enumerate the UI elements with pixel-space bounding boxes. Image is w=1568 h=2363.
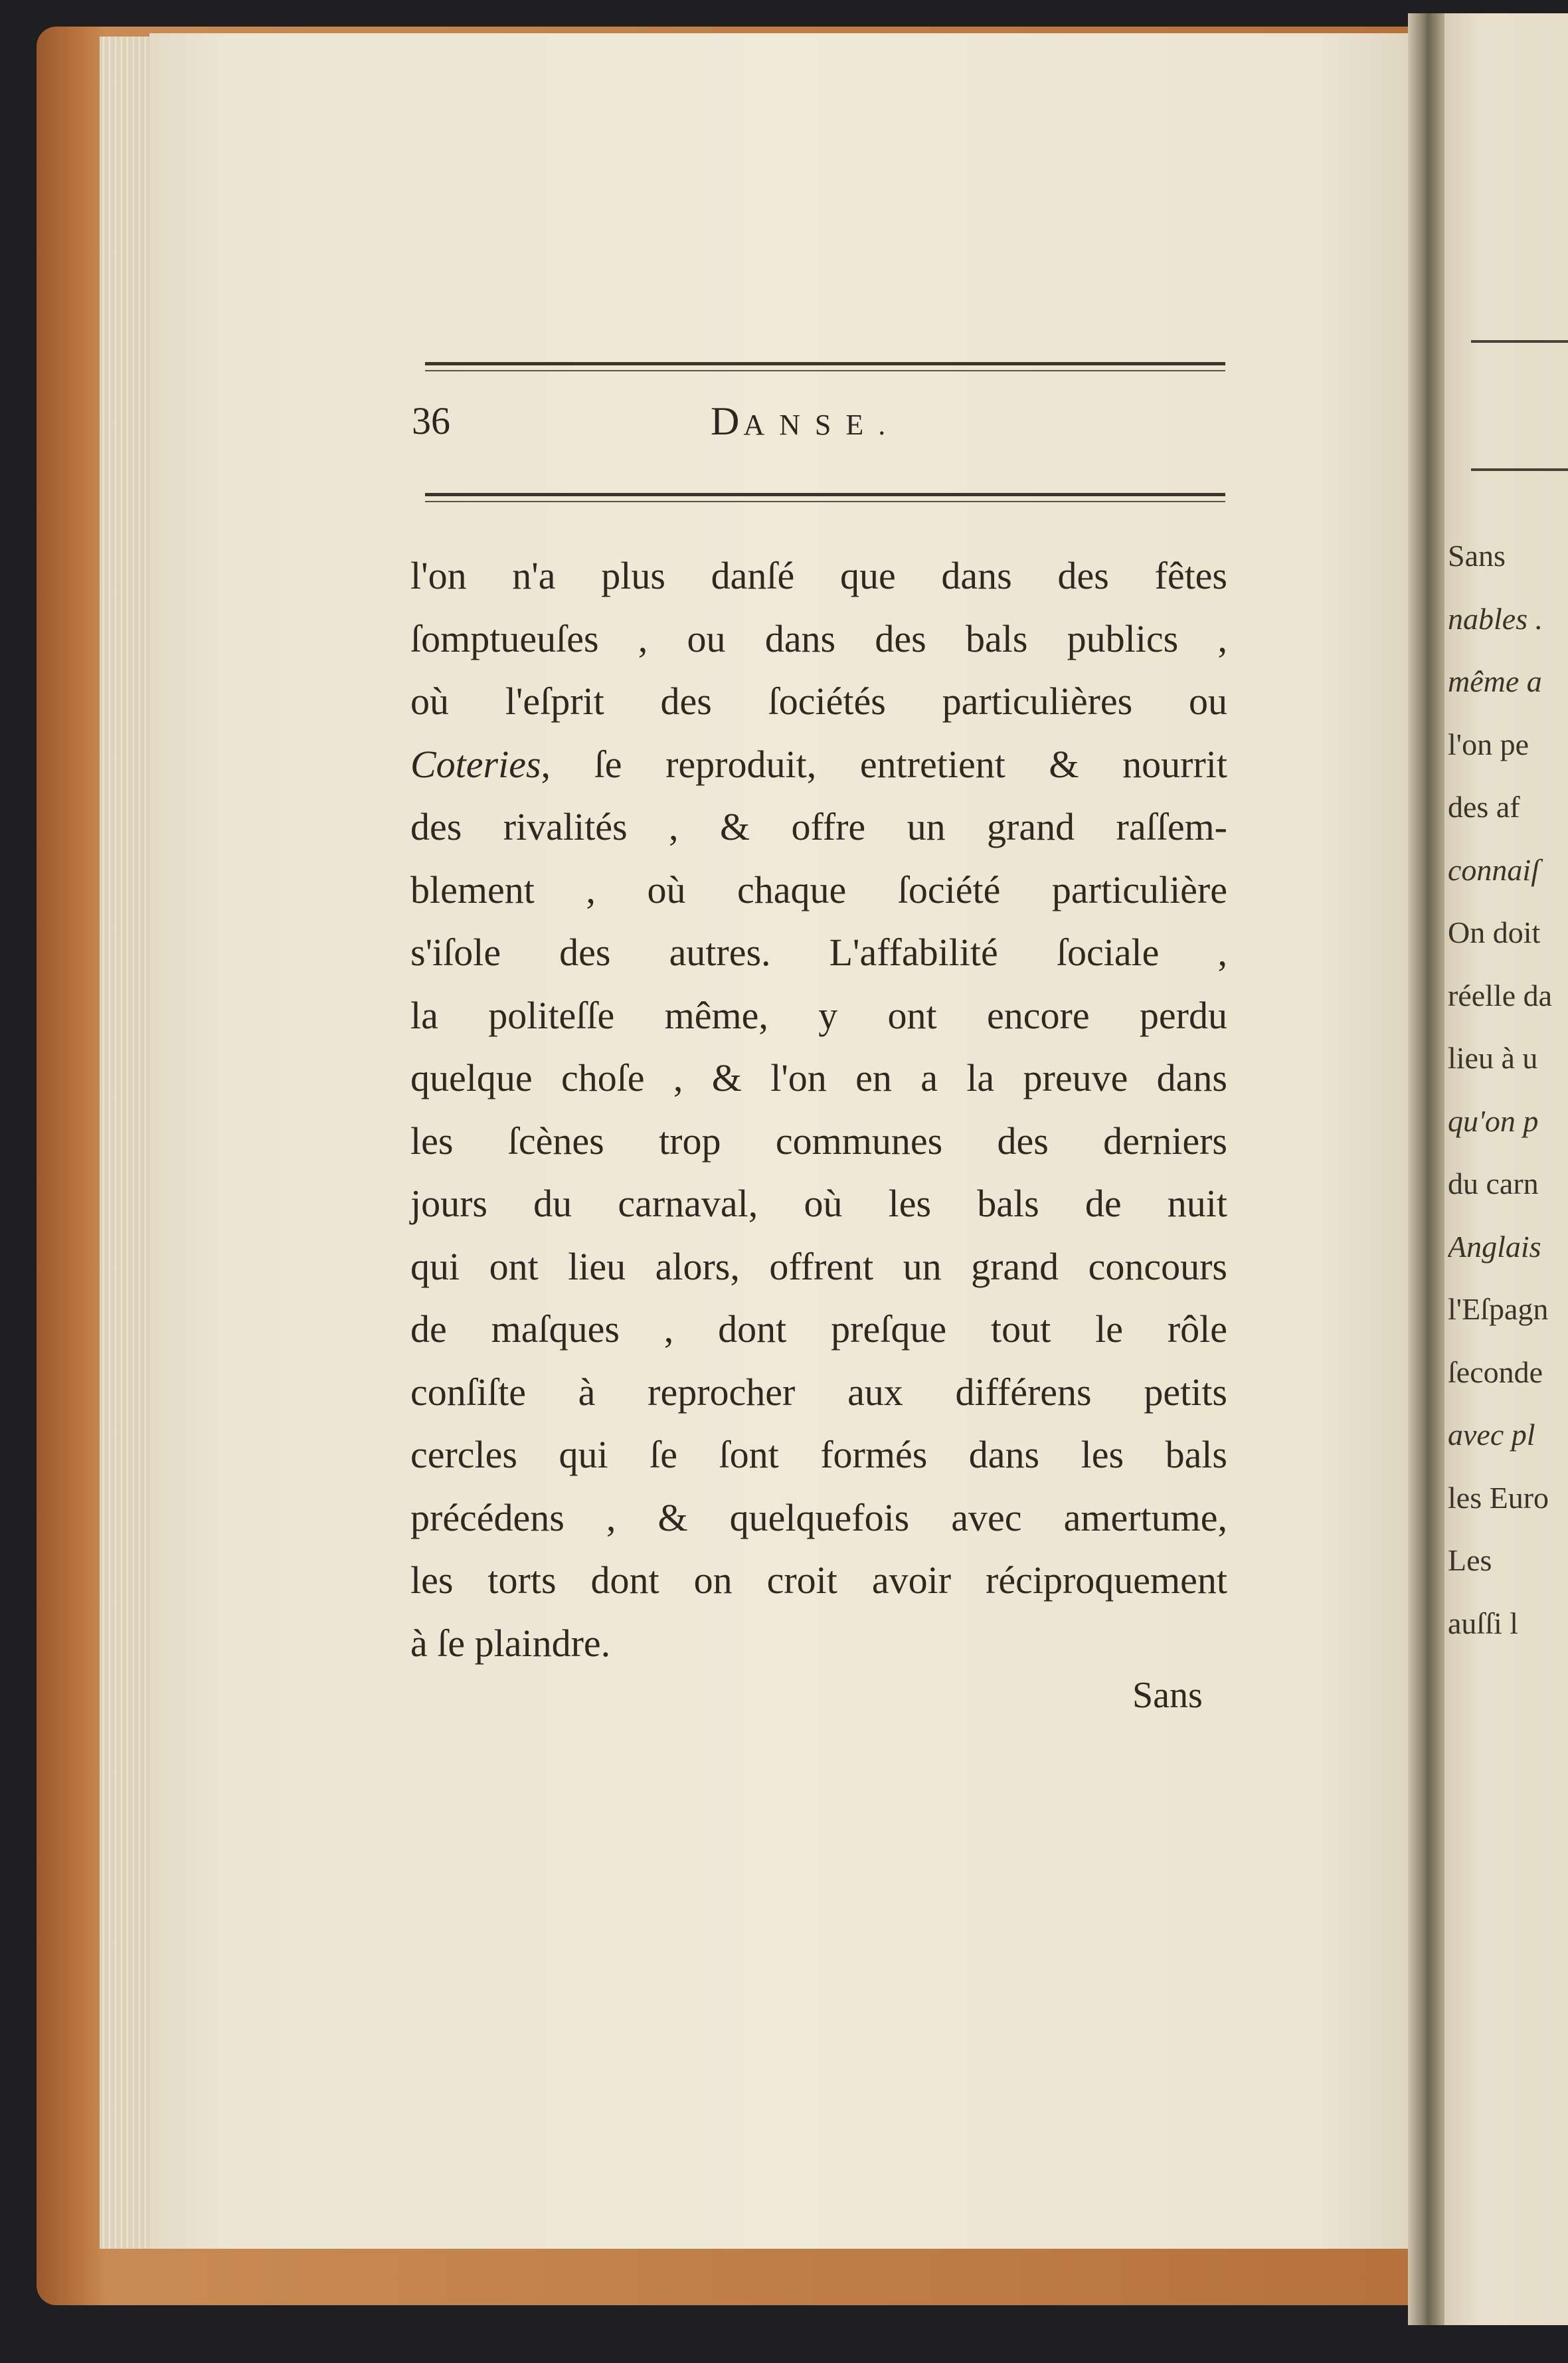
facing-page-fragment: les Euro bbox=[1448, 1480, 1549, 1515]
running-title-initial: D bbox=[711, 399, 744, 443]
facing-page-fragment: réelle da bbox=[1448, 978, 1553, 1012]
text-line: Coteries, ſe reproduit, entretient & nourrit bbox=[410, 742, 1227, 786]
body-text bbox=[410, 545, 1227, 1675]
facing-page-fragment: Anglais bbox=[1448, 1229, 1541, 1264]
text-line: conſiſte à reprocher aux différens petits bbox=[410, 1370, 1227, 1414]
text-line: jours du carnaval, où les bals de nuit bbox=[410, 1182, 1227, 1225]
text-line: des rivalités , & offre un grand raſſem- bbox=[410, 805, 1227, 848]
text-line: quelque choſe , & l'on en a la preuve dans bbox=[410, 1056, 1227, 1099]
text-line: les ſcènes trop communes des derniers bbox=[410, 1119, 1227, 1163]
facing-page-fragment: avec pl bbox=[1448, 1418, 1535, 1452]
header-rule-bottom bbox=[425, 493, 1225, 496]
header-rule-top-thin bbox=[425, 370, 1225, 371]
facing-page-fragment: connaiſ bbox=[1448, 852, 1539, 887]
text-line: s'iſole des autres. L'affabilité ſociale , bbox=[410, 931, 1227, 974]
text-line: ſomptueuſes , ou dans des bals publics , bbox=[410, 616, 1227, 660]
text-line: à ſe plaindre. bbox=[410, 1621, 611, 1665]
text-line: précédens , & quelquefois avec amertume, bbox=[410, 1495, 1227, 1539]
facing-page-fragment: des af bbox=[1448, 790, 1520, 824]
text-line: blement , où chaque ſociété particulière bbox=[410, 868, 1227, 911]
catchword: Sans bbox=[1132, 1675, 1203, 1716]
facing-page-fragment: ſeconde bbox=[1448, 1355, 1543, 1389]
facing-page-fragment: Sans bbox=[1448, 539, 1506, 573]
facing-page-rule bbox=[1471, 468, 1568, 471]
book-gutter bbox=[1408, 13, 1444, 2325]
text-line: cercles qui ſe ſont formés dans les bals bbox=[410, 1433, 1227, 1476]
facing-page-text bbox=[1448, 525, 1568, 1655]
header-rule-bottom-thin bbox=[425, 501, 1225, 502]
facing-page-fragment: auſſi l bbox=[1448, 1606, 1519, 1640]
text-line: les torts dont on croit avoir réciproquement bbox=[410, 1559, 1227, 1602]
facing-page-fragment: même a bbox=[1448, 664, 1542, 698]
facing-page-fragment: du carn bbox=[1448, 1167, 1539, 1200]
running-title-rest: ANSE. bbox=[743, 409, 901, 441]
facing-page-fragment: l'on pe bbox=[1448, 727, 1529, 761]
running-header bbox=[412, 399, 1235, 458]
text-line: de maſques , dont preſque tout le rôle bbox=[410, 1307, 1227, 1351]
facing-page-fragment: qu'on p bbox=[1448, 1103, 1539, 1138]
text-line: où l'eſprit des ſociétés particulières ou bbox=[410, 680, 1227, 723]
text-line: la politeſſe même, y ont encore perdu bbox=[410, 993, 1227, 1037]
facing-page-rule bbox=[1471, 340, 1568, 343]
text-line: qui ont lieu alors, offrent un grand concours bbox=[410, 1244, 1227, 1288]
italic-word: Coteries bbox=[410, 742, 541, 786]
header-rule-top bbox=[425, 362, 1225, 365]
facing-page-fragment: Les bbox=[1448, 1543, 1492, 1577]
facing-page-fragment: On doit bbox=[1448, 915, 1541, 949]
text-line: l'on n'a plus danſé que dans des fêtes bbox=[410, 554, 1227, 597]
facing-page-fragment: lieu à u bbox=[1448, 1041, 1538, 1075]
page-number: 36 bbox=[412, 399, 450, 442]
facing-page-fragment: l'Eſpagn bbox=[1448, 1292, 1549, 1326]
running-title bbox=[711, 399, 900, 444]
facing-page-fragment: nables . bbox=[1448, 601, 1543, 636]
